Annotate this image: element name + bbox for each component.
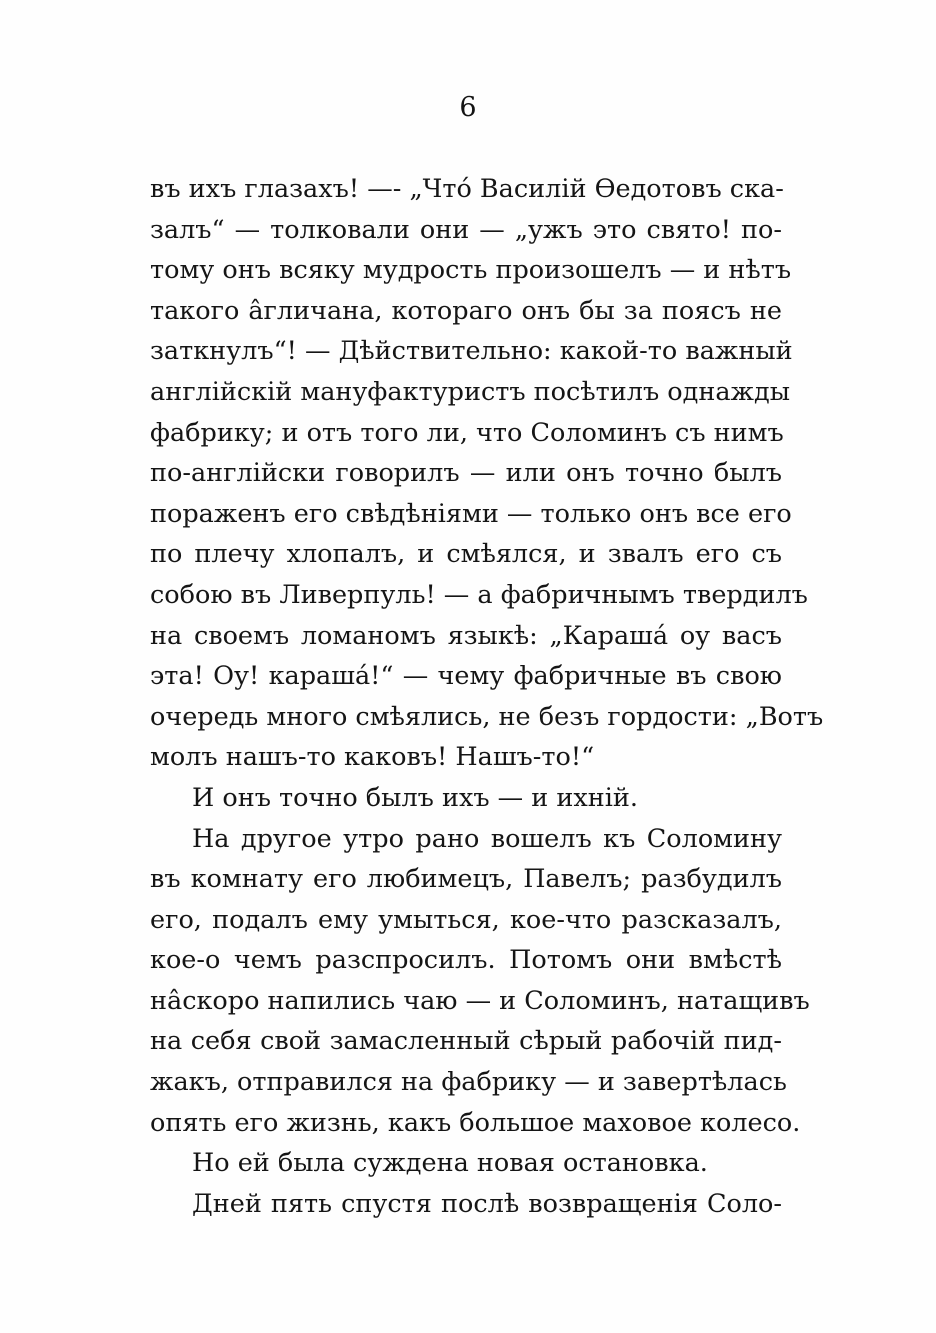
paragraph-end-line: опять его жизнь, какъ большое маховое колесо. <box>150 1107 801 1138</box>
text-line: такого а̂гличана, котораго онъ бы за поясъ не <box>150 295 782 326</box>
text-line: фабрику; и отъ того ли, что Соломинъ съ нимъ <box>150 417 784 448</box>
text-line: пораженъ его свѣдѣніями — только онъ все его <box>150 498 792 529</box>
text-line: на себя свой замасленный сѣрый рабочій пид- <box>150 1026 782 1057</box>
text-line: его, подалъ ему умыться, кое-что разсказалъ, <box>150 904 782 935</box>
paragraph-end-line: молъ нашъ-то каковъ! Нашъ-то!“ <box>150 742 595 773</box>
text-line: въ ихъ глазахъ! —- „Что́ Василій Ѳедотовъ ска- <box>150 174 784 204</box>
text-line: по-англійски говорилъ — или онъ точно былъ <box>150 458 782 489</box>
paragraph-line: Но ей была суждена новая остановка. <box>192 1148 708 1179</box>
text-line: кое-о чемъ разспросилъ. Потомъ они вмѣстѣ <box>150 945 782 976</box>
paragraph-start-line: Дней пять спустя послѣ возвращенія Соло- <box>192 1188 782 1219</box>
text-line: по плечу хлопалъ, и смѣялся, и звалъ его съ <box>150 539 782 570</box>
text-line: жакъ, отправился на фабрику — и завертѣлась <box>150 1067 787 1098</box>
text-line: эта! Оу! караша́!“ — чему фабричные въ свою <box>150 661 782 692</box>
paragraph-start-line: На другое утро рано вошелъ къ Соломину <box>192 823 782 854</box>
page-number: 6 <box>459 92 477 123</box>
text-line: англійскій мануфактуристъ посѣтилъ однажды <box>150 376 791 407</box>
text-line: очередь много смѣялись, не безъ гордости: „Вотъ <box>150 701 824 732</box>
text-line: на̂скоро напились чаю — и Соломинъ, натащивъ <box>150 985 810 1016</box>
text-line: въ комнату его любимецъ, Павелъ; разбудилъ <box>150 864 782 895</box>
paragraph-line: И онъ точно былъ ихъ — и ихній. <box>192 782 639 813</box>
text-line: тому онъ всяку мудрость произошелъ — и нѣтъ <box>150 255 792 286</box>
text-line: на своемъ ломаномъ языкѣ: „Караша́ оу васъ <box>150 620 782 651</box>
text-line: заткнулъ“! — Дѣйствительно: какой-то важный <box>150 336 793 367</box>
body-text <box>150 169 824 1224</box>
text-line: собою въ Ливерпуль! — а фабричнымъ твердилъ <box>150 579 808 610</box>
text-line: залъ“ — толковали они — „ужъ это свято! по- <box>150 214 782 245</box>
